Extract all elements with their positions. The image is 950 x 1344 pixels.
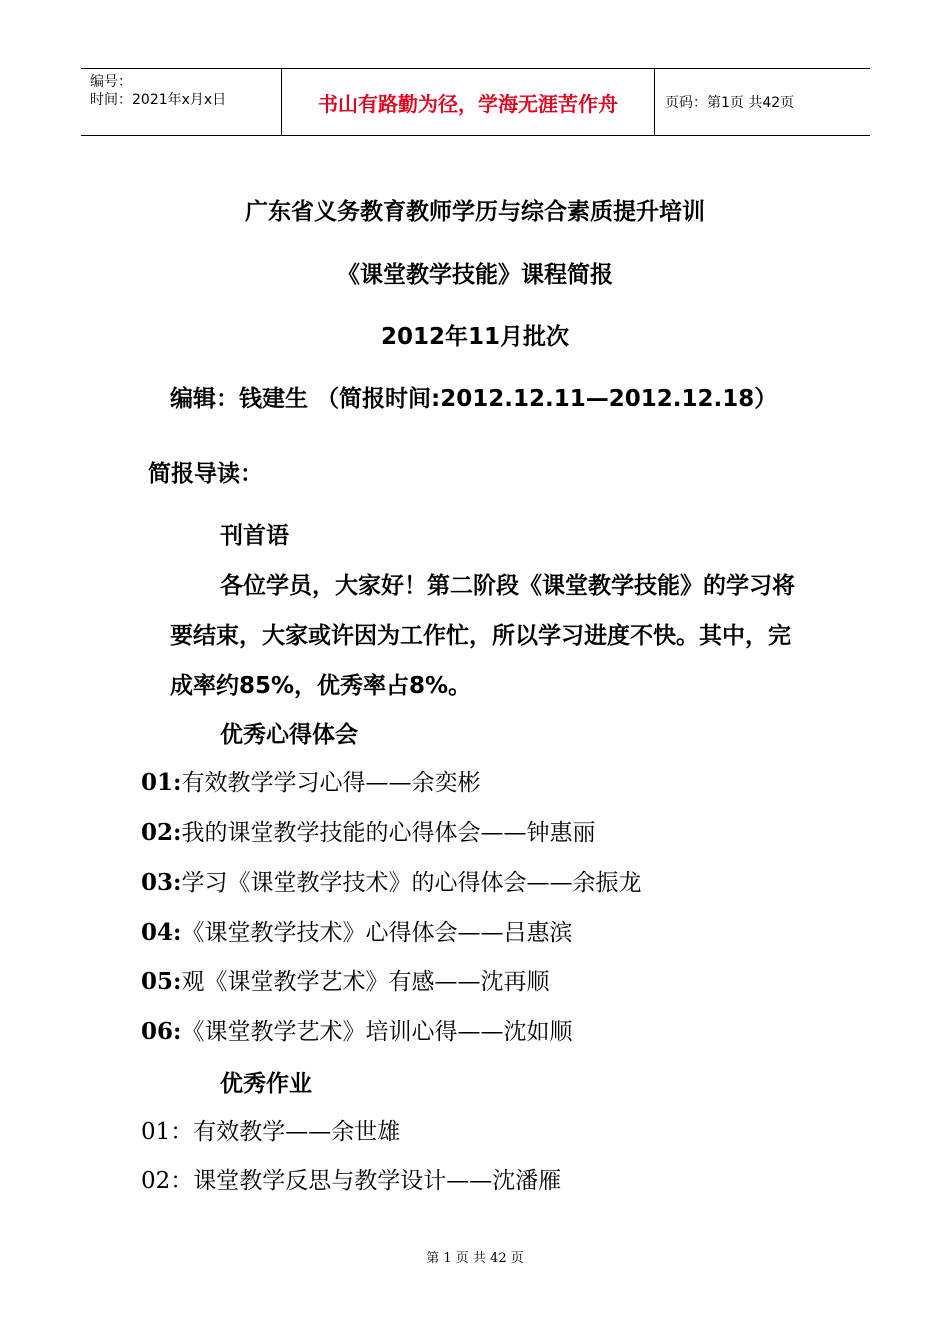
experience-item bbox=[141, 814, 596, 847]
assignments-heading: 优秀作业 bbox=[220, 1071, 312, 1097]
item-text: 《课堂教学艺术》培训心得——沈如顺 bbox=[181, 1019, 573, 1045]
header-page-cell bbox=[655, 69, 870, 135]
item-number: 04: bbox=[141, 919, 182, 946]
motto-text: 书山有路勤为径，学海无涯苦作舟 bbox=[318, 91, 618, 116]
assignment-item: 01：有效教学——余世雄 bbox=[141, 1119, 401, 1145]
header-table bbox=[81, 68, 870, 136]
experience-item bbox=[141, 864, 642, 897]
foreword-line-2: 要结束，大家或许因为工作忙，所以学习进度不快。其中，完 bbox=[170, 623, 791, 649]
time-label: 时间：2021年x月x日 bbox=[90, 92, 227, 108]
header-meta-cell bbox=[81, 69, 282, 135]
foreword-heading: 刊首语 bbox=[220, 523, 289, 549]
experience-item bbox=[141, 1013, 573, 1046]
item-text: 《课堂教学技术》心得体会——吕惠滨 bbox=[181, 920, 573, 946]
item-text: 我的课堂教学技能的心得体会——钟惠丽 bbox=[181, 820, 596, 846]
page-footer: 第 1 页 共 42 页 bbox=[426, 1251, 524, 1266]
title-line-1: 广东省义务教育教师学历与综合素质提升培训 bbox=[245, 199, 705, 225]
item-text: 学习《课堂教学技术》的心得体会——余振龙 bbox=[181, 870, 642, 896]
editor-line: 编辑：钱建生 （简报时间:2012.12.11—2012.12.18） bbox=[170, 386, 778, 412]
item-number: 01: bbox=[141, 769, 182, 796]
item-number: 02: bbox=[141, 819, 182, 846]
experience-item bbox=[141, 914, 573, 947]
header-motto-cell bbox=[282, 69, 655, 135]
experience-item bbox=[141, 963, 550, 996]
item-number: 05: bbox=[141, 968, 182, 995]
title-line-3: 2012年11月批次 bbox=[380, 324, 570, 350]
serial-label: 编号： bbox=[90, 74, 132, 90]
intro-heading: 简报导读： bbox=[148, 461, 263, 487]
assignment-item: 02：课堂教学反思与教学设计——沈潘雁 bbox=[141, 1168, 562, 1194]
item-text: 有效教学学习心得——余奕彬 bbox=[181, 770, 481, 796]
item-number: 06: bbox=[141, 1018, 182, 1045]
foreword-line-1: 各位学员，大家好！第二阶段《课堂教学技能》的学习将 bbox=[220, 573, 795, 599]
item-text: 观《课堂教学艺术》有感——沈再顺 bbox=[181, 969, 550, 995]
experience-item bbox=[141, 764, 481, 797]
item-number: 03: bbox=[141, 869, 182, 896]
experiences-heading: 优秀心得体会 bbox=[220, 722, 358, 748]
page-info: 页码：第1页 共42页 bbox=[665, 95, 795, 111]
title-line-2: 《课堂教学技能》课程简报 bbox=[337, 262, 613, 288]
foreword-line-3: 成率约85%，优秀率占8%。 bbox=[170, 673, 472, 699]
